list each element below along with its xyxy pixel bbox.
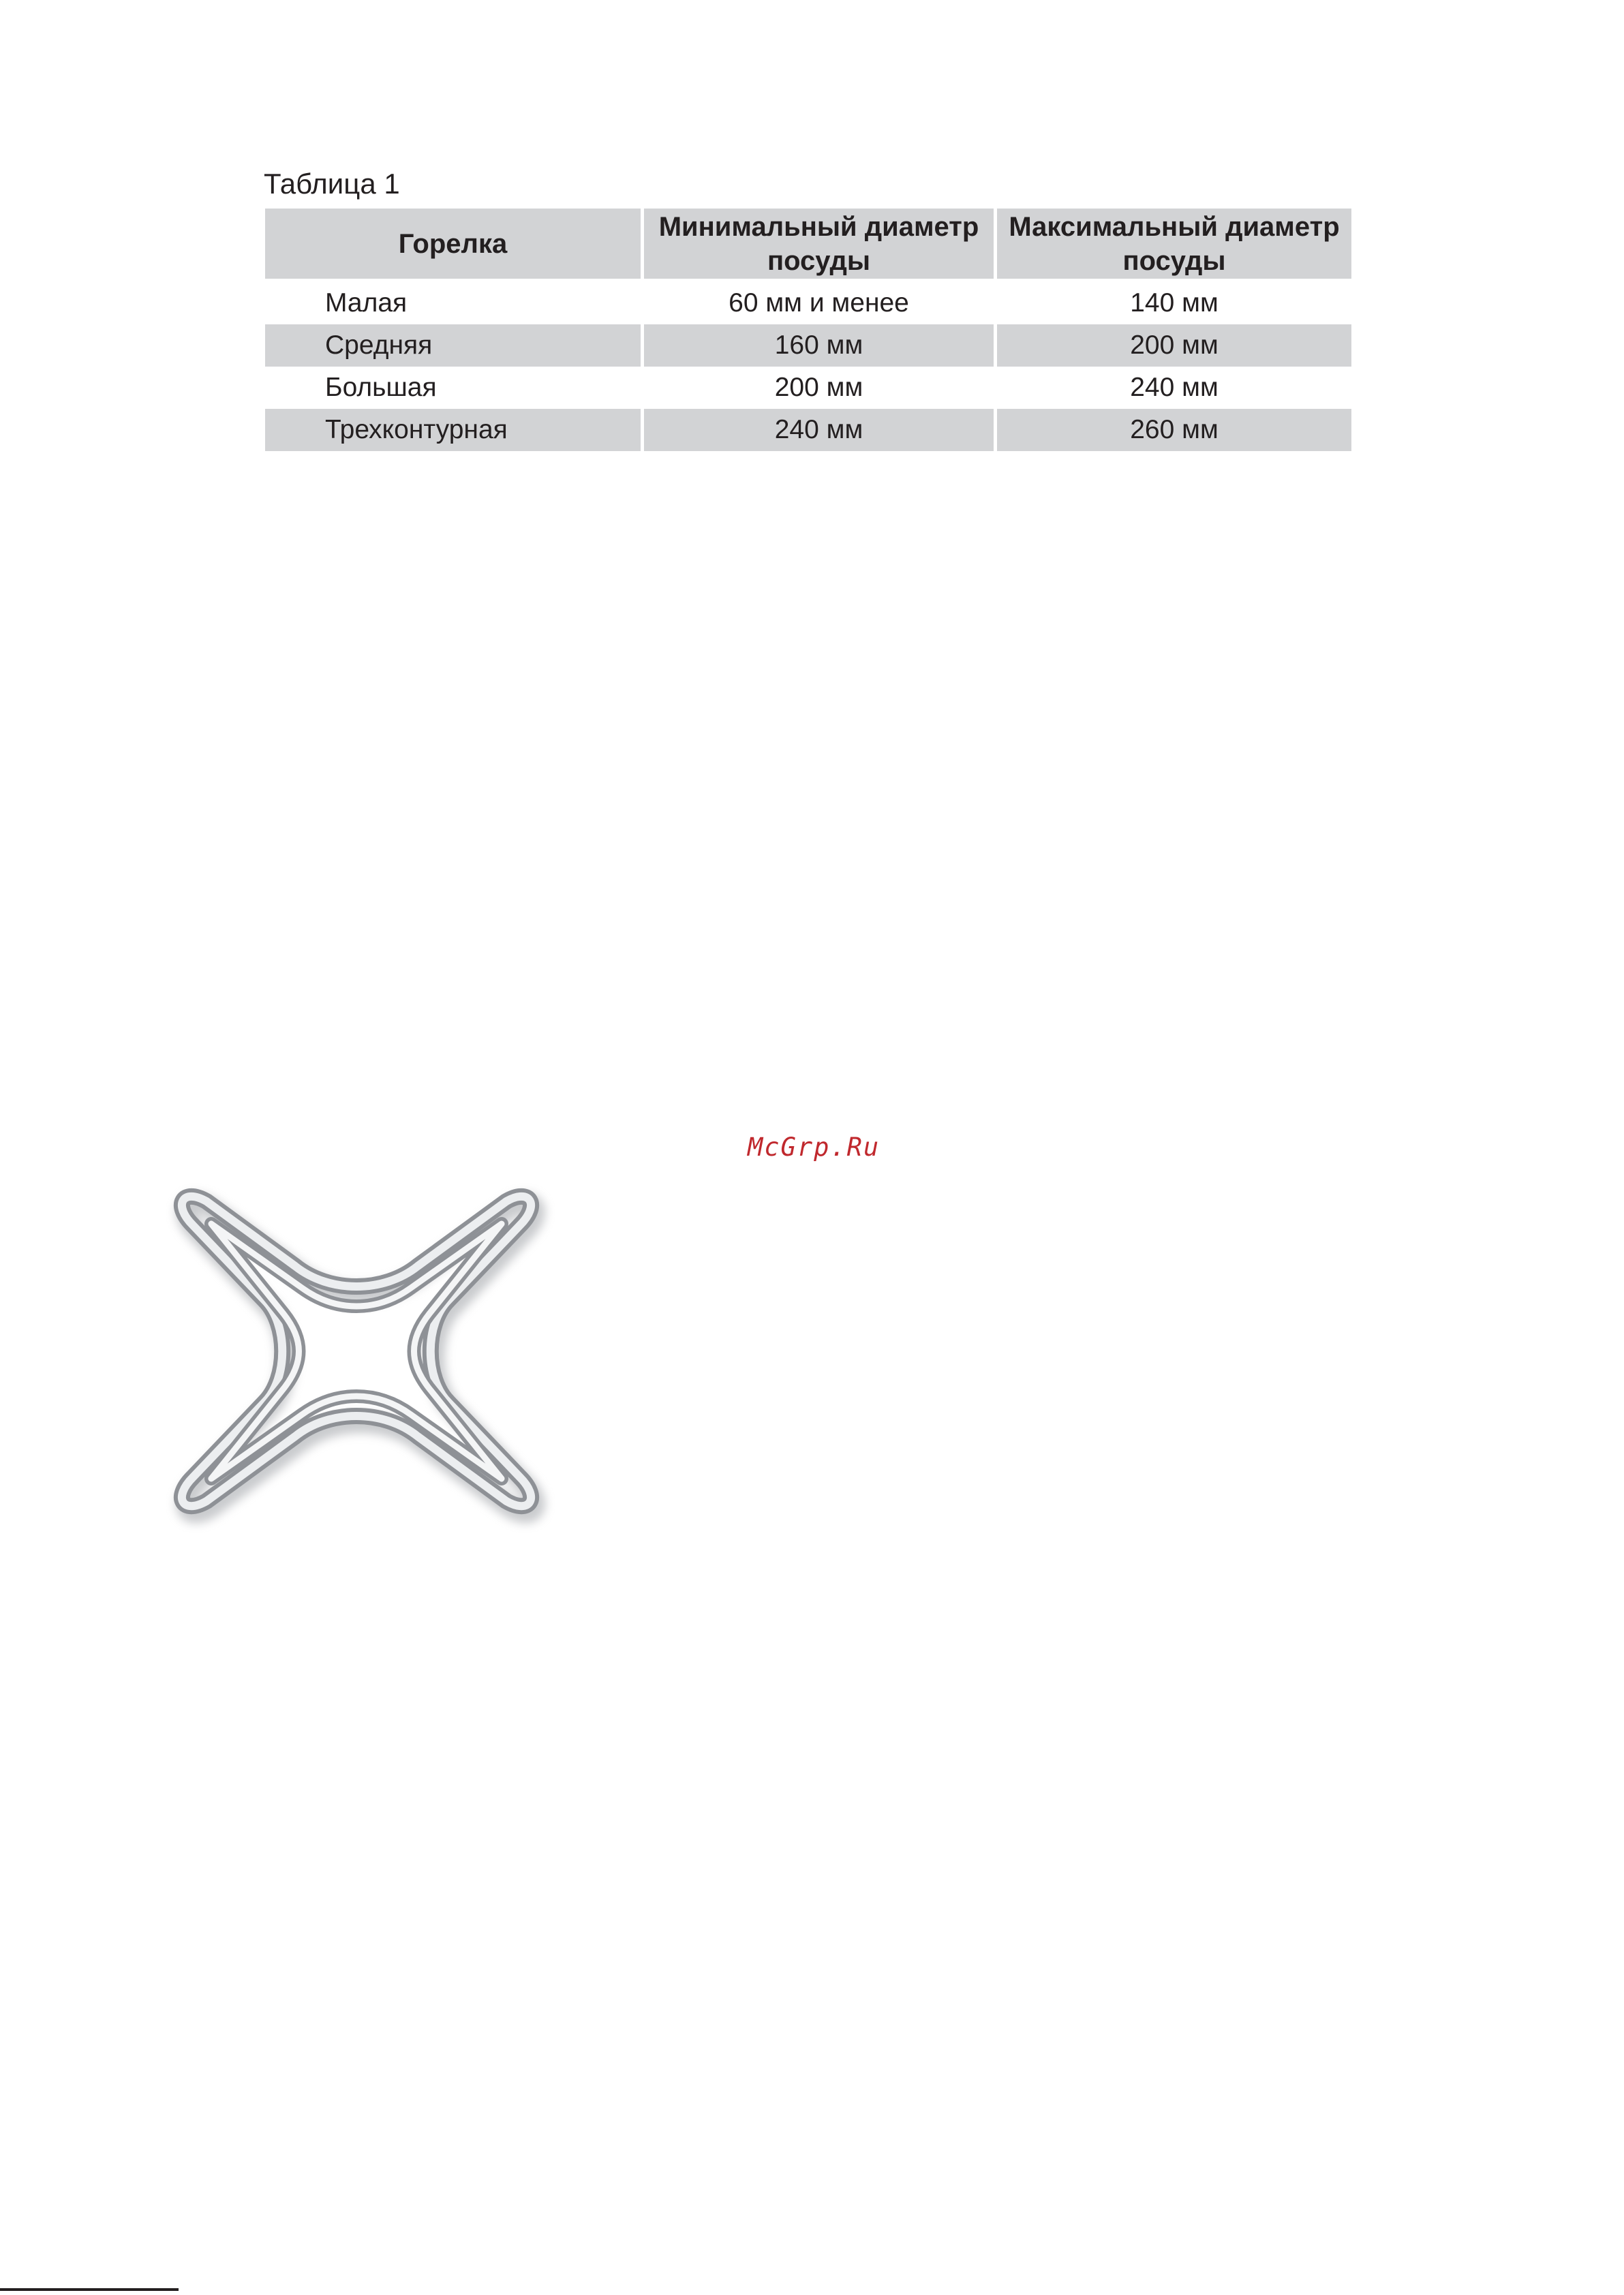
cell-max-diameter: 200 мм [997, 324, 1351, 367]
header-min-diameter: Минимальный диаметр посуды [644, 209, 997, 282]
burner-table [265, 209, 1351, 451]
cell-burner: Трехконтурная [265, 409, 644, 451]
wok-ring-trivet-icon [155, 1177, 555, 1545]
table-row [265, 409, 1351, 451]
header-burner: Горелка [265, 209, 644, 282]
cell-min-diameter: 60 мм и менее [644, 282, 997, 324]
cell-burner: Большая [265, 367, 644, 409]
table-header-row [265, 209, 1351, 282]
cell-max-diameter: 240 мм [1130, 373, 1219, 402]
cell-max-diameter: 140 мм [1130, 288, 1219, 318]
table-row [265, 324, 1351, 367]
table-row [265, 367, 1351, 409]
watermark-text: McGrp.Ru [748, 1133, 880, 1162]
cell-min-diameter: 160 мм [644, 324, 997, 367]
header-max-diameter: Максимальный диаметр посуды [997, 209, 1351, 282]
cell-max-diameter: 260 мм [997, 409, 1351, 451]
table-row [265, 282, 1351, 324]
cell-burner: Средняя [265, 324, 644, 367]
cell-min-diameter: 200 мм [644, 367, 997, 409]
cell-min-diameter: 240 мм [644, 409, 997, 451]
table-caption: Таблица 1 [264, 168, 400, 200]
cell-burner: Малая [265, 282, 644, 324]
trivet-illustration [155, 1177, 555, 1545]
footer-rule [0, 2288, 179, 2291]
